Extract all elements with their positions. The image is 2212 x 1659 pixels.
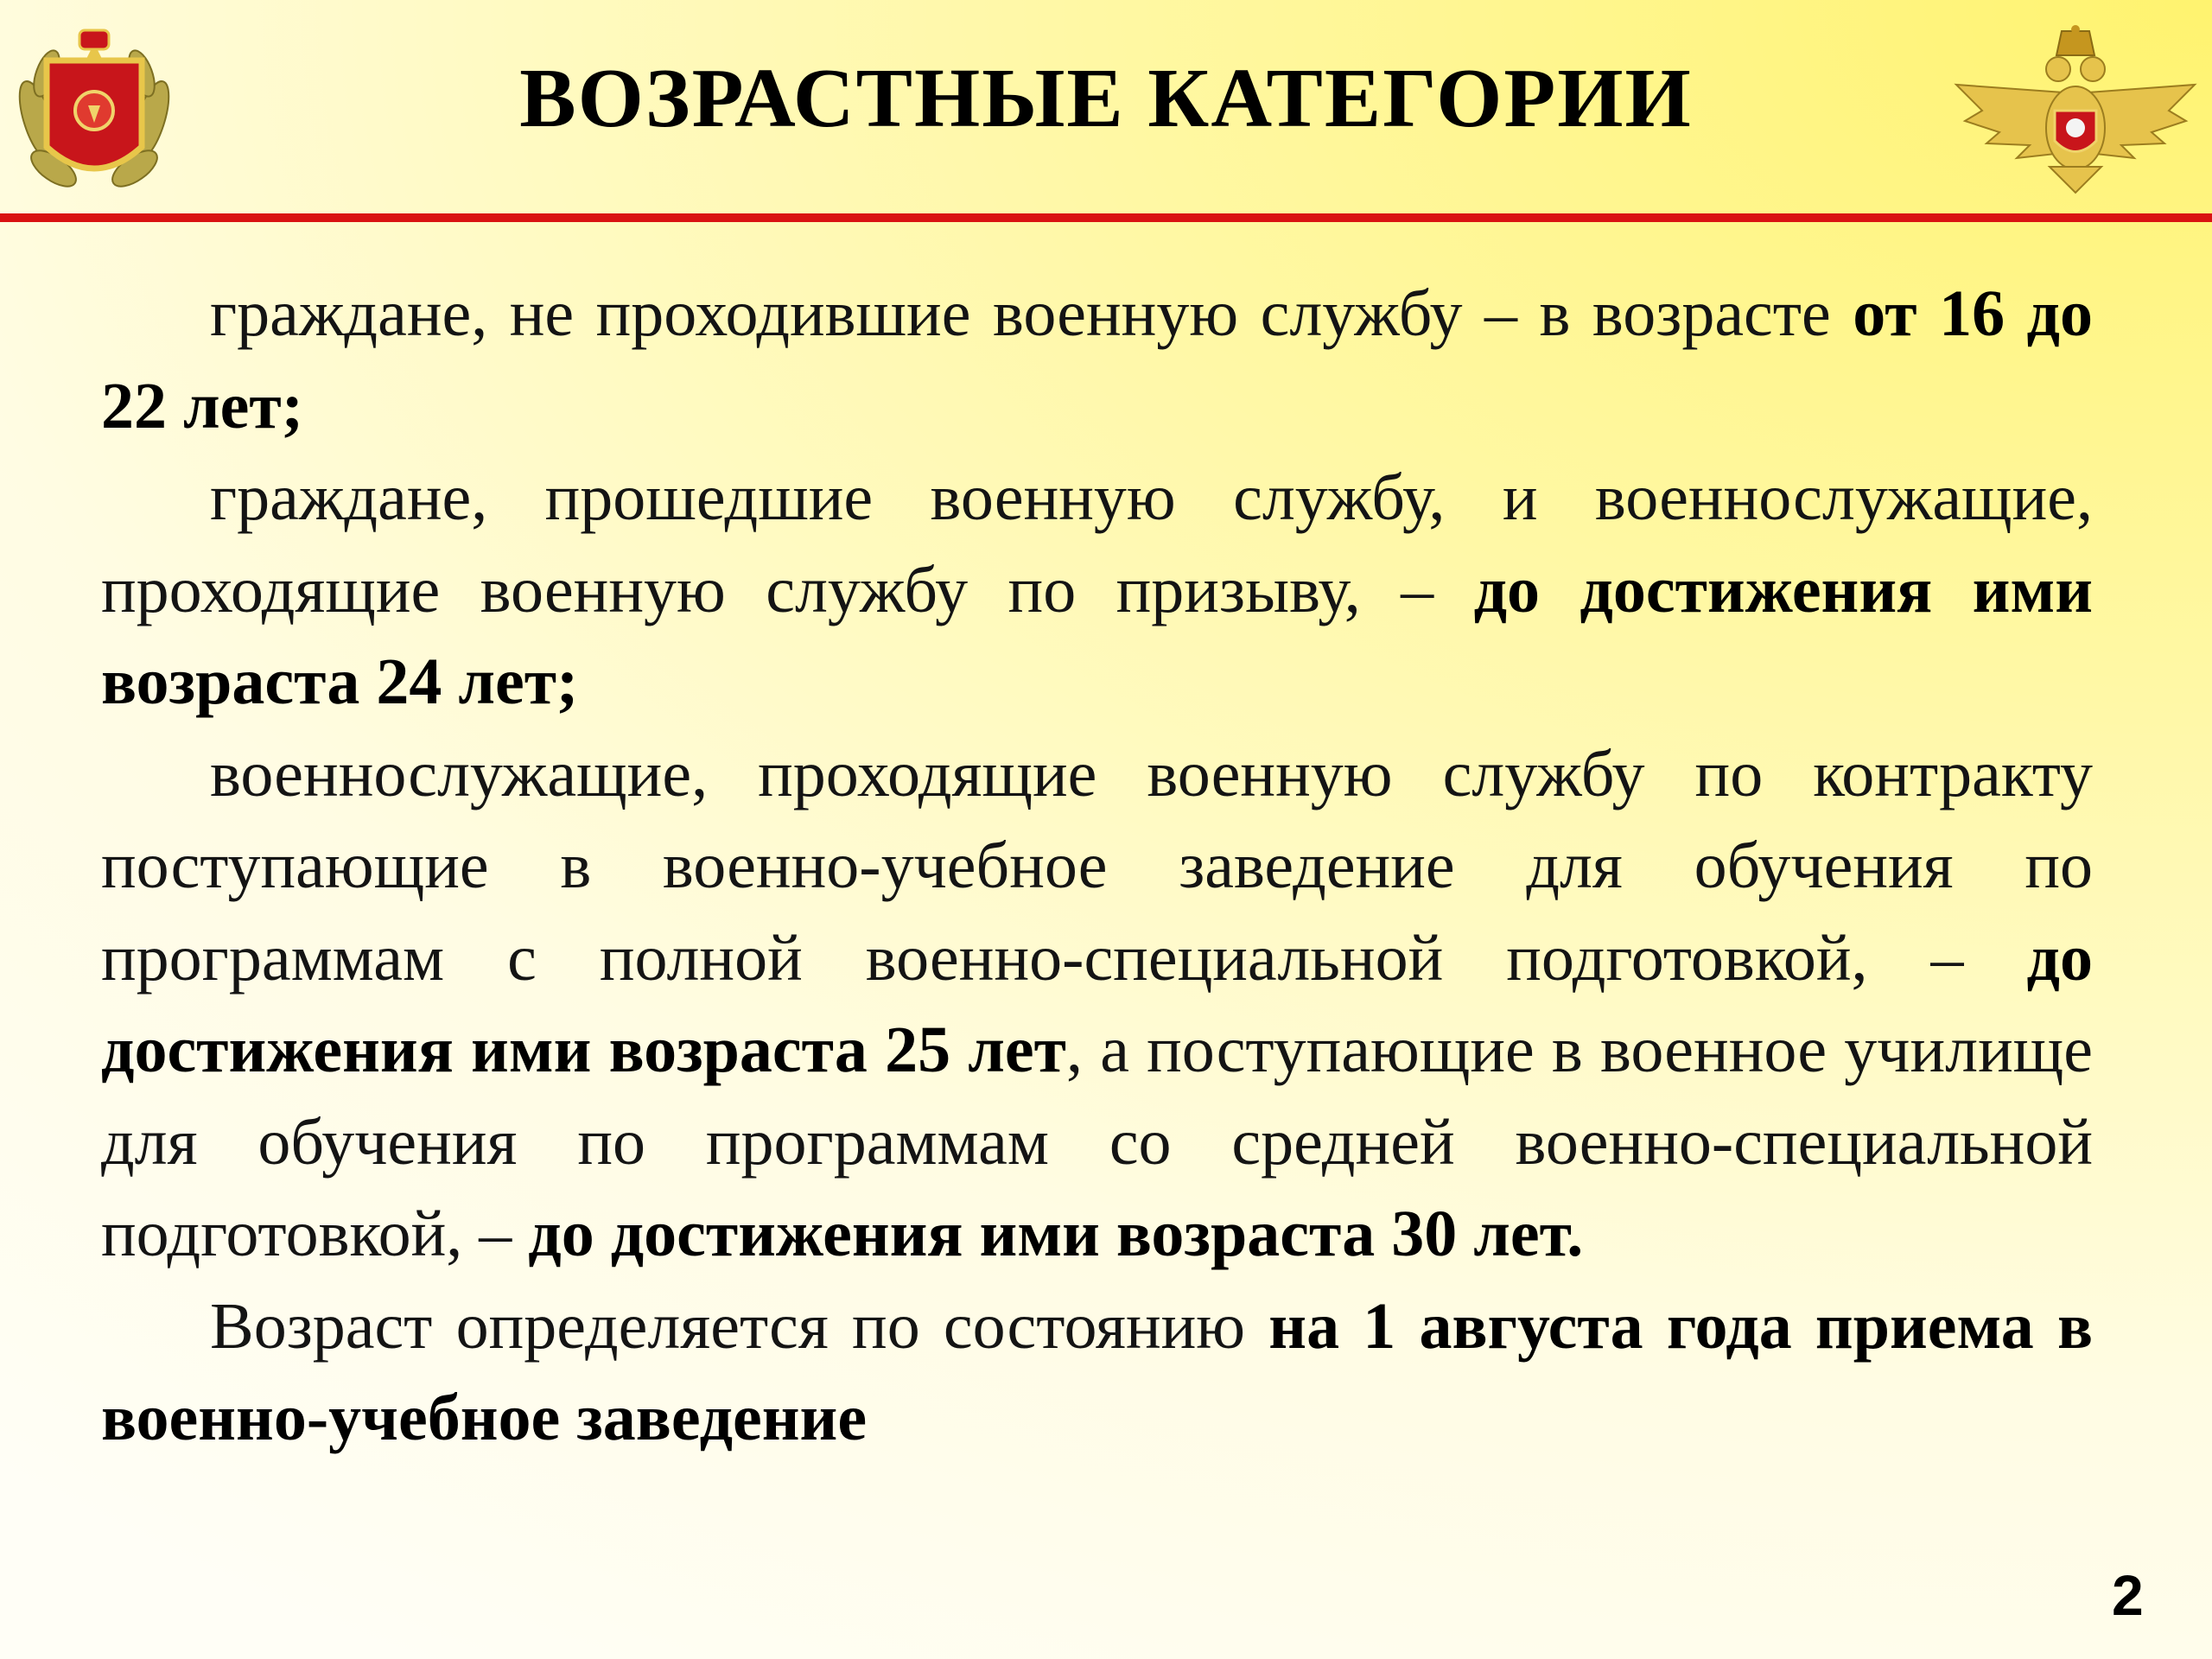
paragraph-text: военнослужащие, проходящие военную службу по контракту поступающие в военно-учебное заведение для обучения по программам с полной военно-специальной подготовкой, – [101, 737, 2093, 995]
age-range-highlight: от 16 до 22 лет; [101, 277, 2094, 442]
paragraph-text: , а поступающие в военное училище для обучения по программам со средней военно-специальной подготовкой, – [101, 1014, 2093, 1270]
paragraph-served-and-conscripts [101, 452, 2093, 728]
slide-title: ВОЗРАСТНЫЕ КАТЕГОРИИ [519, 52, 1693, 145]
paragraph-conscripts-not-served [101, 268, 2093, 452]
title-divider [0, 213, 2212, 222]
paragraph-age-determination [101, 1281, 2093, 1465]
paragraph-text: Возраст определяется по состоянию [210, 1289, 1269, 1363]
age-limit-highlight: до достижения ими возраста 24 лет; [101, 553, 2094, 718]
paragraph-text: граждане, не проходившие военную службу – в возрасте [210, 277, 1853, 350]
paragraph-text: граждане, прошедшие военную службу, и военнослужащие, проходящие военную службу по призыву, – [101, 461, 2093, 626]
paragraph-contract-servicemen [101, 728, 2093, 1281]
date-highlight: на 1 августа года приема в военно-учебное заведение [101, 1289, 2093, 1454]
page-number: 2 [2112, 1563, 2144, 1627]
age-limit-highlight: до достижения ими возраста 30 лет. [528, 1198, 1584, 1270]
slide-body [101, 268, 2093, 1465]
age-limit-highlight: до достижения ими возраста 25 лет [101, 921, 2093, 1086]
